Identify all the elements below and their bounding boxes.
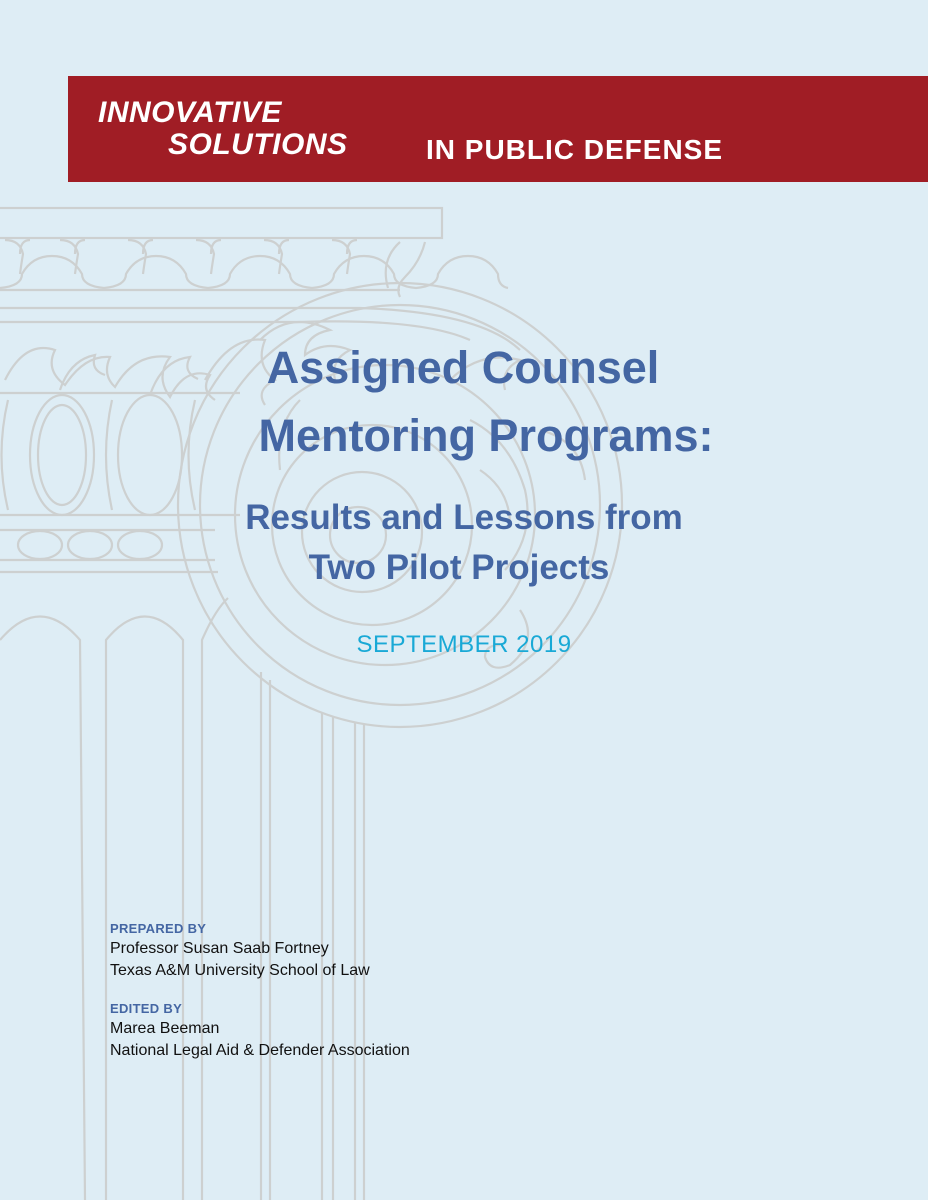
credits-block <box>110 920 410 1062</box>
report-subtitle-line-1: Results and Lessons from <box>245 498 683 537</box>
report-subtitle-line-2: Two Pilot Projects <box>308 548 610 587</box>
report-title-line-1: Assigned Counsel <box>266 342 660 393</box>
publication-date: SEPTEMBER 2019 <box>356 631 572 658</box>
banner-in-public-defense: IN PUBLIC DEFENSE <box>426 134 724 165</box>
edited-by-name: Marea Beeman <box>110 1020 220 1037</box>
banner-solutions: SOLUTIONS <box>168 128 348 161</box>
report-title-line-2: Mentoring Programs: <box>258 410 714 461</box>
banner-innovative: INNOVATIVE <box>98 96 282 129</box>
prepared-by-name: Professor Susan Saab Fortney <box>110 940 329 957</box>
prepared-by-affiliation: Texas A&M University School of Law <box>110 962 370 979</box>
edited-by-label: EDITED BY <box>110 1001 183 1016</box>
prepared-by-label: PREPARED BY <box>110 921 207 936</box>
edited-by-affiliation: National Legal Aid & Defender Association <box>110 1042 410 1059</box>
series-banner <box>68 76 928 182</box>
